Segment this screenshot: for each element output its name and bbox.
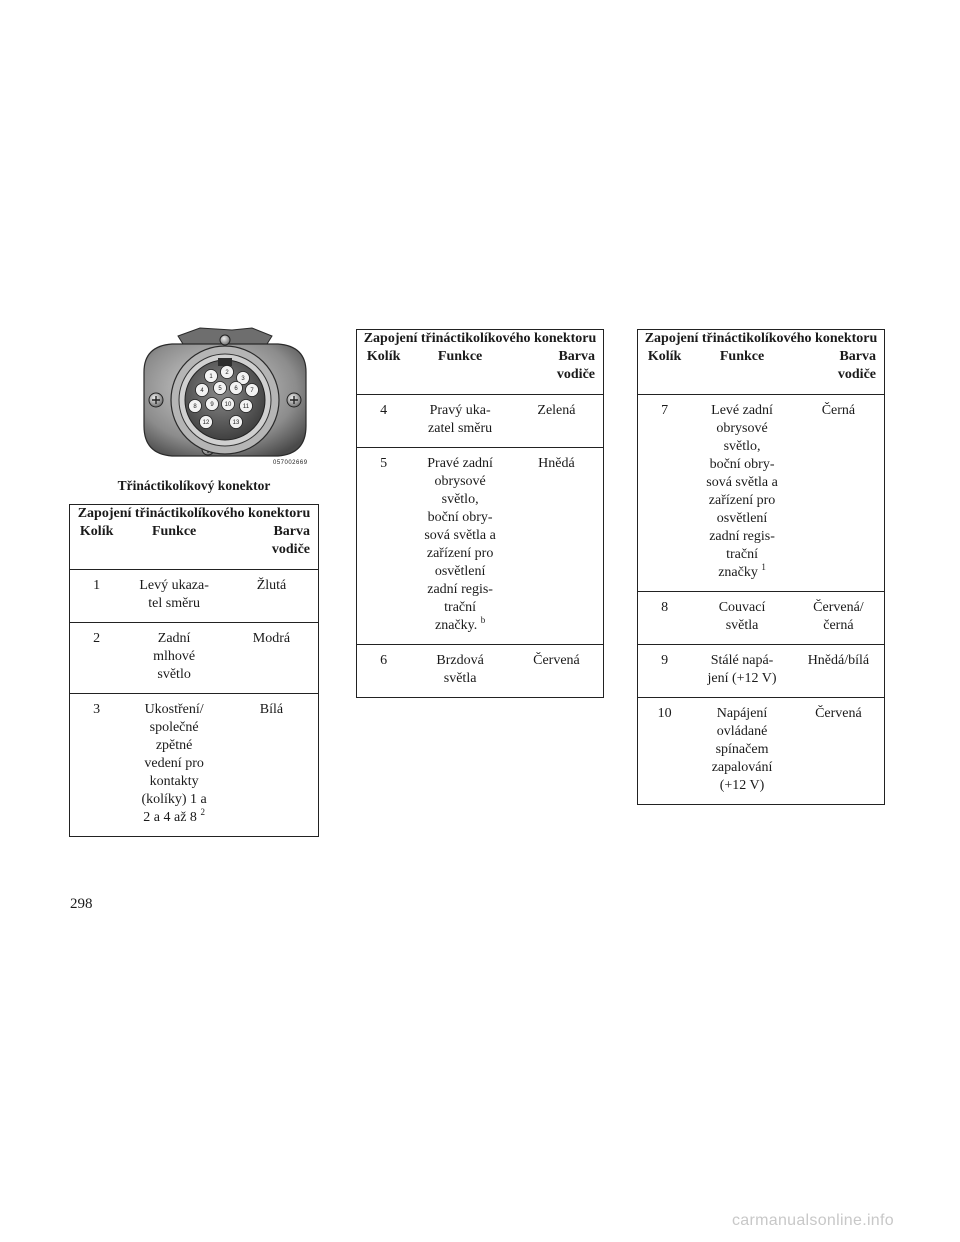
cell-line: zadní regis-	[709, 529, 775, 544]
pin-label: 13	[232, 420, 240, 427]
col-header-function: Funkce	[151, 524, 197, 539]
cell-line: Levé zadní	[711, 403, 773, 418]
col-header-wire-color: Barva vodiče	[271, 524, 310, 557]
screw-left-icon	[149, 393, 163, 407]
col-header-wire-color: Barva vodiče	[837, 349, 876, 382]
pin-number: 10	[638, 698, 692, 805]
pin-function	[123, 694, 225, 837]
pin-socket	[230, 416, 243, 429]
pin-socket	[206, 398, 219, 411]
cell-line: Bílá	[259, 702, 284, 717]
cell-line: osvětlení	[434, 564, 486, 579]
cell-line: mlhové	[153, 649, 196, 664]
cell-line: boční obry-	[709, 457, 775, 472]
pin-socket	[246, 384, 259, 397]
pin-function	[691, 645, 793, 698]
cell-line: světla	[443, 671, 477, 686]
wire-color	[793, 395, 885, 592]
cell-line: černá	[823, 618, 854, 633]
table-row	[357, 645, 604, 698]
cell-line: Couvací	[718, 600, 766, 615]
table-row	[70, 623, 319, 694]
cell-line: Modrá	[252, 631, 291, 646]
cell-line: Ukostření/	[144, 702, 204, 717]
cell-line: kontakty	[149, 774, 199, 789]
pin-number: 4	[357, 395, 411, 448]
cell-line: tel směru	[148, 596, 200, 611]
pin-label: 1	[209, 374, 213, 381]
wire-color	[510, 395, 604, 448]
pin-label: 7	[250, 388, 254, 395]
pin-function	[691, 592, 793, 645]
pin-function	[410, 645, 510, 698]
col-header-function: Funkce	[437, 349, 483, 364]
table-title: Zapojení třináctikolíkového konektoru	[77, 506, 311, 521]
pin-socket	[196, 384, 209, 397]
pin-label: 5	[218, 386, 222, 393]
pin-label: 9	[210, 402, 214, 409]
wire-color	[793, 698, 885, 805]
wire-color	[510, 645, 604, 698]
pin-socket	[222, 398, 235, 411]
cell-line: jení (+12 V)	[707, 671, 777, 686]
cell-line: Pravé zadní	[427, 456, 493, 471]
figure-code: 057002669	[273, 460, 308, 466]
cell-line: značky.	[434, 618, 478, 633]
cell-line: boční obry-	[427, 510, 493, 525]
pin-label: 2	[225, 370, 229, 377]
pin-label: 4	[200, 388, 204, 395]
pin-number: 5	[357, 448, 411, 645]
table-title: Zapojení třináctikolíkového konektoru	[644, 331, 878, 346]
cell-line: značky	[718, 565, 758, 580]
table-row	[70, 694, 319, 837]
wire-color	[225, 694, 319, 837]
cell-line: trační	[444, 600, 477, 615]
col-header-function: Funkce	[719, 349, 765, 364]
wire-color	[225, 623, 319, 694]
pin-socket	[230, 382, 243, 395]
footnote-marker: 1	[761, 562, 766, 572]
cell-line: spínačem	[715, 742, 769, 757]
cell-line: ovládané	[716, 724, 768, 739]
table-row	[638, 395, 885, 592]
cell-line: světlo,	[723, 439, 761, 454]
pin-number: 1	[70, 570, 124, 623]
pin-function	[691, 395, 793, 592]
cell-line: společné	[149, 720, 199, 735]
cell-line: zatel směru	[428, 421, 493, 436]
cell-line: Pravý uka-	[429, 403, 491, 418]
col-header-pin: Kolík	[366, 349, 401, 364]
cell-line: Červená/	[813, 600, 864, 615]
pin-label: 3	[241, 376, 245, 383]
pin-number: 3	[70, 694, 124, 837]
cell-line: Černá	[821, 403, 856, 418]
cell-line: obrysové	[716, 421, 768, 436]
cell-line: Hnědá/bílá	[807, 653, 870, 668]
wiring-table-3	[637, 329, 885, 805]
cell-line: Zelená	[537, 403, 576, 418]
cell-line: zařízení pro	[426, 546, 494, 561]
cell-line: trační	[726, 547, 758, 562]
cell-line: zapalování	[711, 760, 773, 775]
cell-line: Zadní	[157, 631, 191, 646]
pin-label: 10	[224, 402, 232, 409]
cell-line: Hnědá	[538, 456, 575, 471]
wire-color	[793, 645, 885, 698]
pin-number: 8	[638, 592, 692, 645]
wiring-table-2	[356, 329, 604, 698]
footnote-marker: b	[480, 615, 486, 625]
pin-number: 6	[357, 645, 411, 698]
screw-right-icon	[287, 393, 301, 407]
pin-socket	[240, 400, 253, 413]
cell-line: Levý ukaza-	[139, 578, 209, 593]
wiring-table-1	[69, 504, 319, 837]
wire-color	[510, 448, 604, 645]
cell-line: Stálé napá-	[710, 653, 774, 668]
pin-label: 8	[193, 404, 197, 411]
watermark: carmanualsonline.info	[732, 1212, 894, 1229]
key-notch	[218, 358, 232, 366]
pin-socket	[221, 366, 234, 379]
figure-caption: Třináctikolíkový konektor	[117, 478, 271, 493]
cell-line: světlo,	[441, 492, 479, 507]
pin-function	[410, 395, 510, 448]
col-header-wire-color: Barva vodiče	[556, 349, 595, 382]
table-row	[357, 395, 604, 448]
table-row	[638, 592, 885, 645]
screw-top-icon	[220, 335, 230, 345]
cell-line: zadní regis-	[427, 582, 493, 597]
cell-line: světlo	[157, 667, 191, 682]
cell-line: zařízení pro	[708, 493, 776, 508]
table-title: Zapojení třináctikolíkového konektoru	[363, 331, 597, 346]
table-row	[357, 448, 604, 645]
table-row	[638, 698, 885, 805]
wire-color	[793, 592, 885, 645]
cell-line: (+12 V)	[719, 778, 765, 793]
cell-line: světla	[725, 618, 759, 633]
table-row	[70, 570, 319, 623]
pin-number: 9	[638, 645, 692, 698]
table-row	[638, 645, 885, 698]
pin-label: 12	[202, 420, 210, 427]
cell-line: vedení pro	[144, 756, 204, 771]
pin-number: 7	[638, 395, 692, 592]
pin-socket	[189, 400, 202, 413]
page-number: 298	[70, 896, 93, 912]
pin-socket	[205, 370, 218, 383]
pin-function	[123, 570, 225, 623]
footnote-marker: 2	[200, 807, 205, 817]
cell-line: 2 a 4 až 8	[143, 810, 197, 825]
col-header-pin: Kolík	[647, 349, 682, 364]
cell-line: Napájení	[716, 706, 768, 721]
cell-line: Červená	[815, 706, 862, 721]
cell-line: zpětné	[155, 738, 193, 753]
cell-line: osvětlení	[716, 511, 768, 526]
cell-line: sová světla a	[706, 475, 778, 490]
pin-function	[410, 448, 510, 645]
cell-line: obrysové	[434, 474, 486, 489]
pin-socket	[214, 382, 227, 395]
wire-color	[225, 570, 319, 623]
cell-line: Červená	[533, 653, 580, 668]
pin-label: 6	[234, 386, 238, 393]
cell-line: Žlutá	[256, 578, 287, 593]
pin-label: 11	[242, 404, 250, 411]
pin-number: 2	[70, 623, 124, 694]
connector-illustration	[132, 322, 322, 472]
cell-line: sová světla a	[424, 528, 496, 543]
pin-function	[691, 698, 793, 805]
cell-line: (kolíky) 1 a	[141, 792, 207, 807]
col-header-pin: Kolík	[79, 524, 114, 539]
cell-line: Brzdová	[436, 653, 484, 668]
pin-function	[123, 623, 225, 694]
pin-socket	[200, 416, 213, 429]
